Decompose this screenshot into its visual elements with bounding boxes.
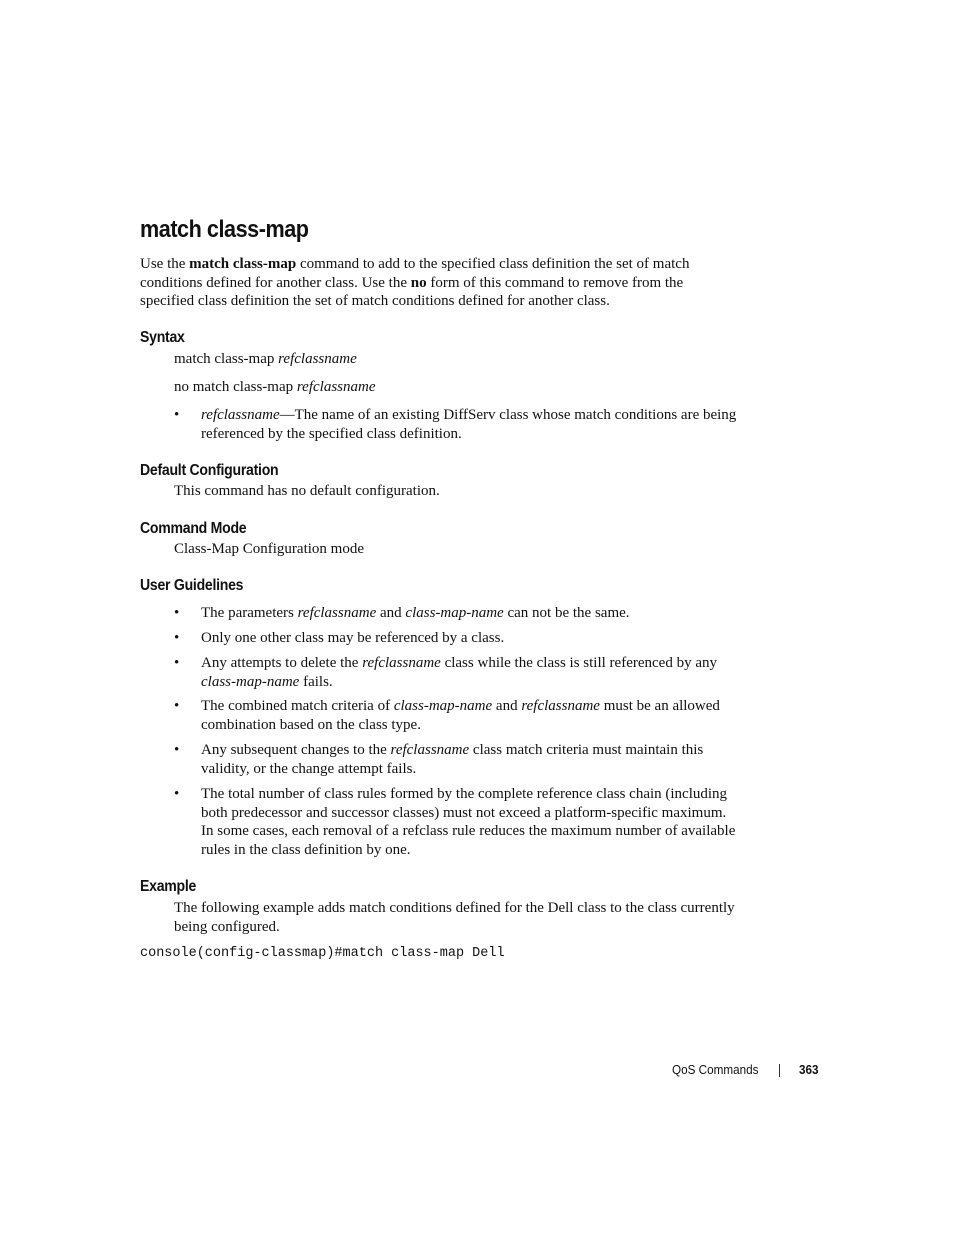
user-guidelines-heading: User Guidelines [140, 577, 244, 594]
no-keyword: no [410, 274, 427, 291]
command-mode-text: Class-Map Configuration mode [174, 541, 364, 557]
guideline-item: • Only one other class may be referenced by a class. [174, 630, 505, 646]
bullet-glyph: • [174, 742, 180, 758]
command-name: match class-map [189, 256, 297, 272]
command-mode-heading: Command Mode [140, 520, 247, 537]
page-number: 363 [799, 1062, 819, 1077]
default-configuration-heading: Default Configuration [140, 462, 279, 479]
bullet-glyph: • [174, 630, 180, 646]
bullet-glyph: • [174, 655, 180, 671]
page-title: match class-map [140, 216, 309, 243]
example-text: The following example adds match conditions defined for the Dell class to the class currently being configured. [174, 900, 735, 935]
example-code: console(config-classmap)#match class-map Dell [140, 946, 505, 961]
default-configuration-text: This command has no default configuration. [174, 483, 440, 499]
syntax-bullet: • refclassname—The name of an existing DiffServ class whose match conditions are being referenced by the specified class definition. [174, 407, 737, 442]
syntax-line-1: match class-map refclassname [174, 351, 357, 367]
bullet-glyph: • [174, 786, 180, 802]
guideline-item: • The total number of class rules formed by the complete reference class chain (including both predecessor and successor classes) must not exceed a platform-specific maximum. In some cases, each removal of a refclass rule reduces the maximum number of available rules in the class definition by one. [174, 786, 736, 858]
guideline-item: • The combined match criteria of class-map-name and refclassname must be an allowed combination based on the class type. [174, 698, 720, 733]
guideline-item: • The parameters refclassname and class-map-name can not be the same. [174, 605, 630, 621]
guideline-item: • Any attempts to delete the refclassname class while the class is still referenced by any class-map-name fails. [174, 655, 717, 690]
bullet-glyph: • [174, 407, 180, 423]
syntax-heading: Syntax [140, 329, 185, 346]
bullet-glyph: • [174, 698, 180, 714]
guideline-item: • Any subsequent changes to the refclassname class match criteria must maintain this validity, or the change attempt fails. [174, 742, 704, 777]
footer-section-label: QoS Commands [672, 1062, 759, 1077]
bullet-glyph: • [174, 605, 180, 621]
footer-separator [779, 1064, 780, 1077]
intro-paragraph: Use the match class-map command to add to the specified class definition the set of match conditions defined for another class. Use the no form of this command to remove from the specified class definition the set of match conditions defined for another class. [140, 256, 690, 310]
example-heading: Example [140, 878, 197, 895]
syntax-line-2: no match class-map refclassname [174, 379, 376, 395]
